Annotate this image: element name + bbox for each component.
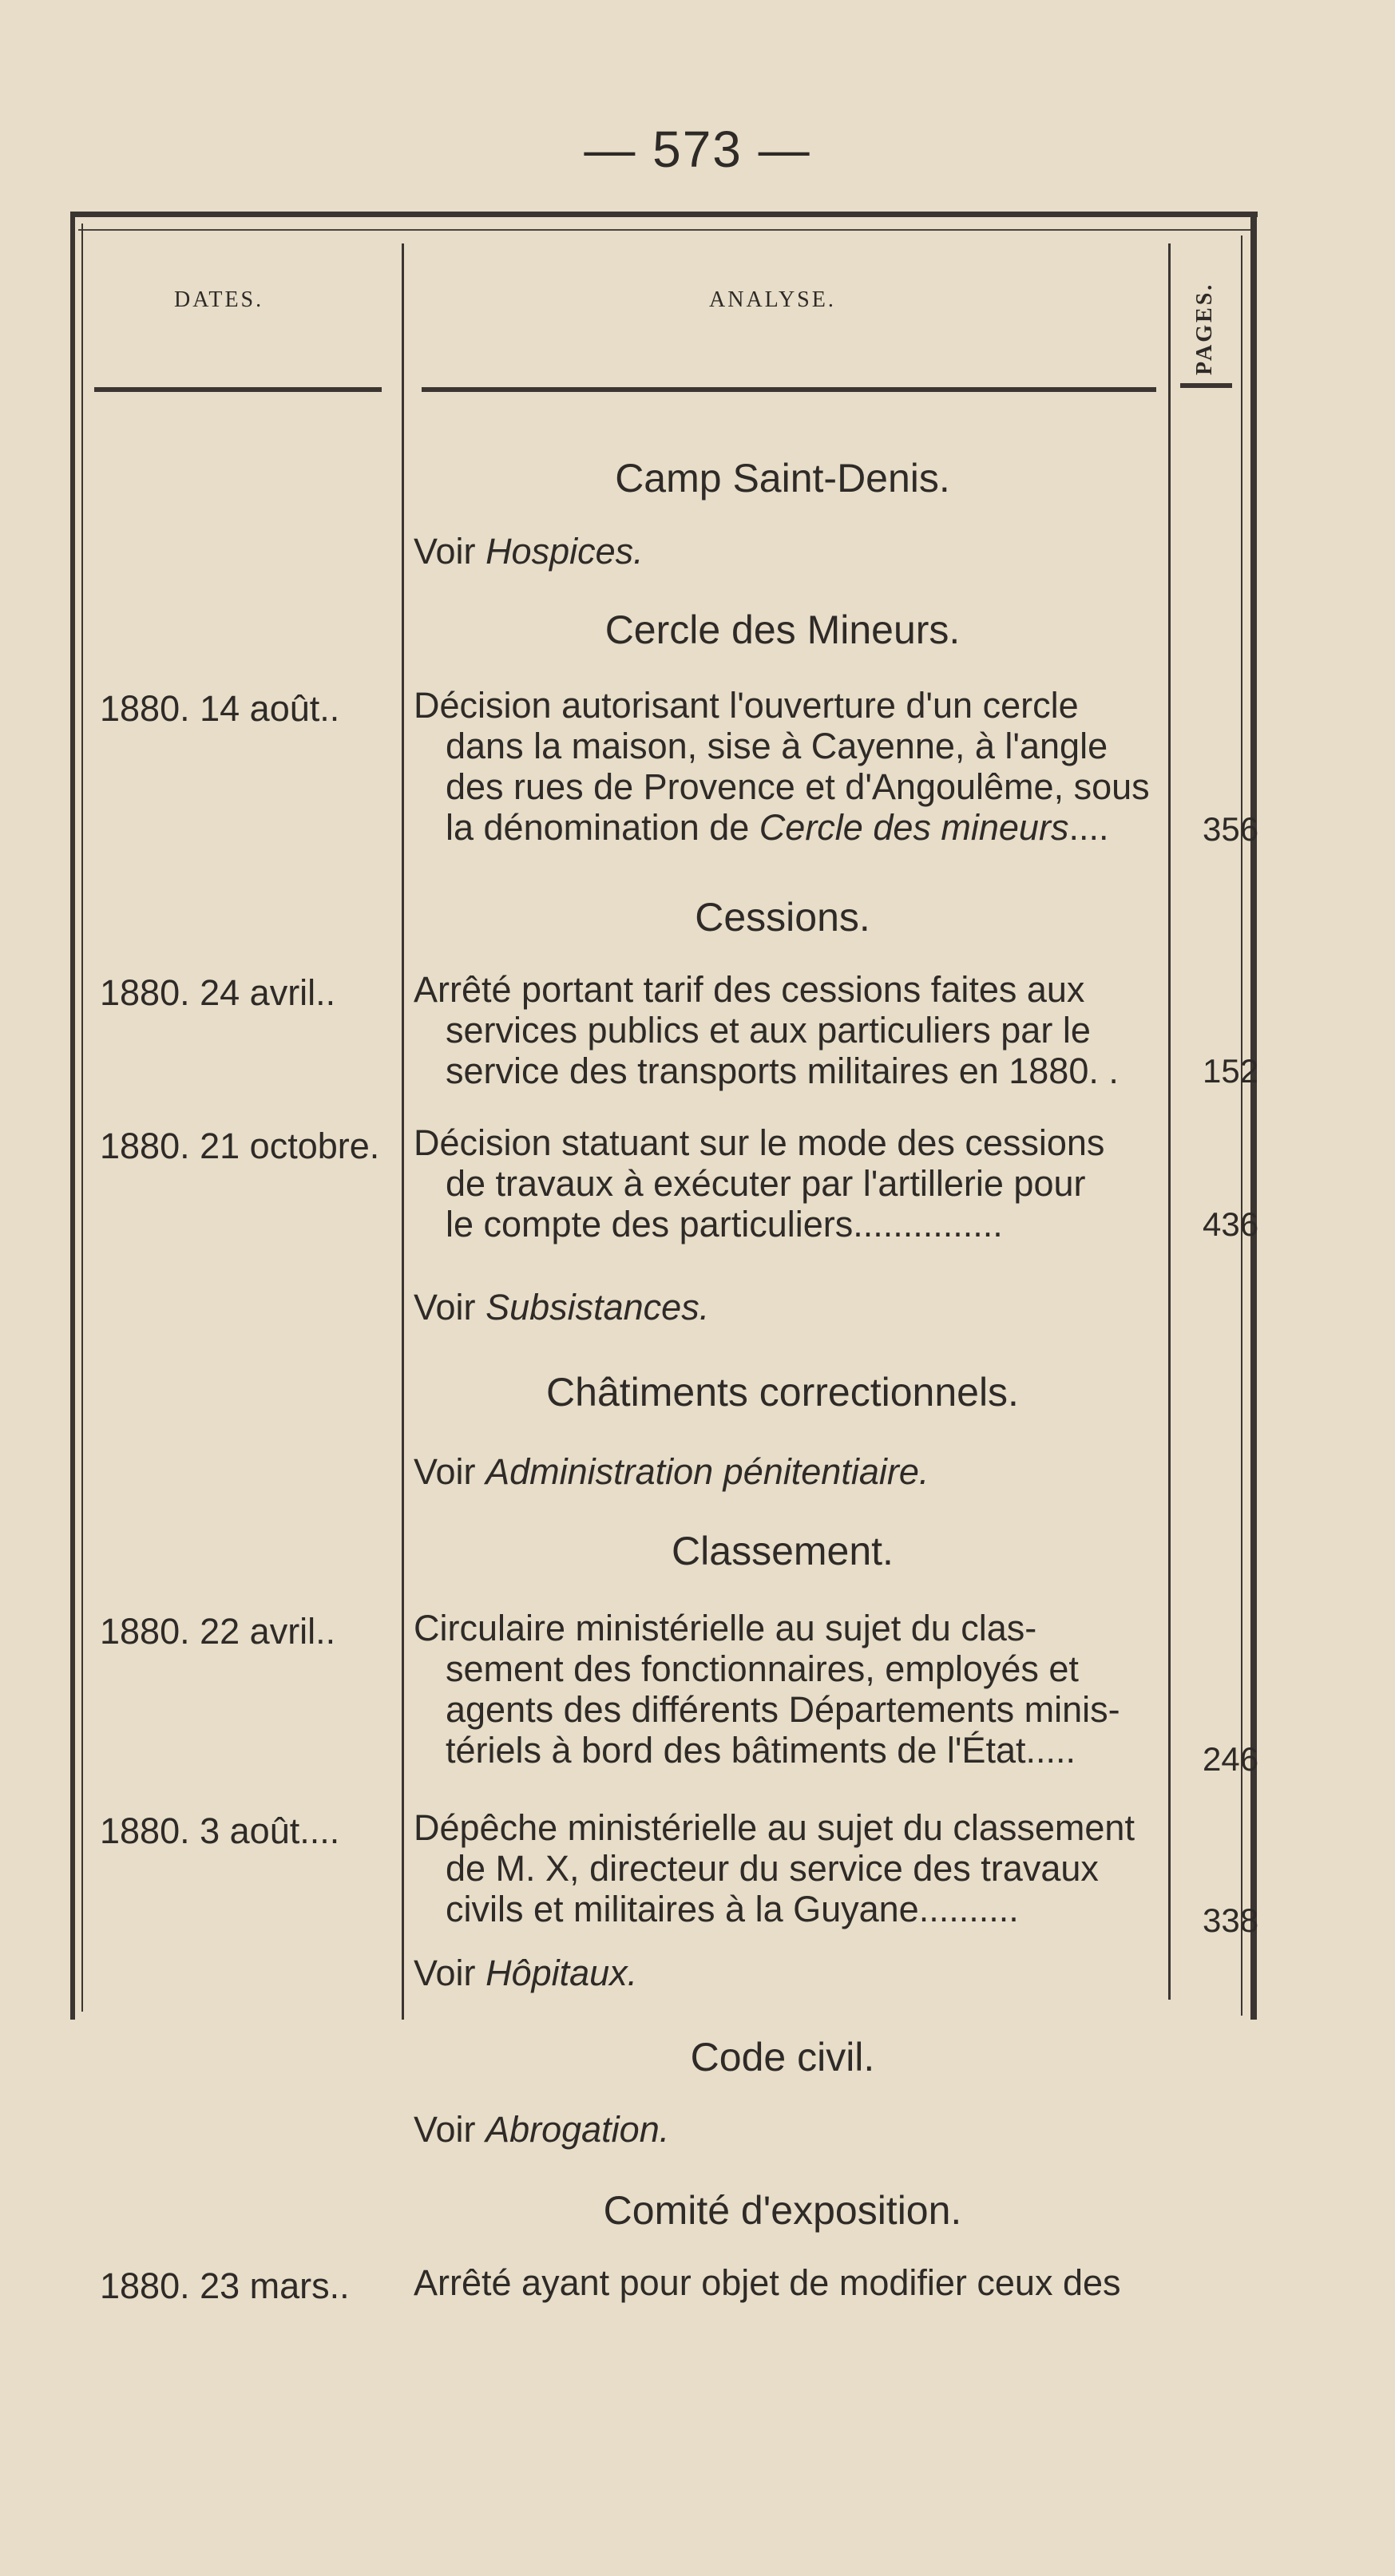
see-target: Hospices. [485,531,644,572]
section-title-comite: Comité d'exposition. [603,2188,962,2233]
entry-line: Décision statuant sur le mode des cessions [414,1122,1105,1163]
entry-page: 356 [1203,810,1259,848]
entry-line-italic: Cercle des mineurs [759,807,1069,848]
section-title-camp: Camp Saint-Denis. [615,456,950,501]
page-number: — 573 — [584,121,811,178]
see-target: Subsistances. [485,1287,710,1328]
entry-text [414,685,1172,848]
see-target: Hôpitaux. [485,1953,638,1993]
entry-line-dots: .... [1068,807,1109,848]
see-prefix: Voir [414,1287,476,1328]
entry-text [414,1122,1172,1244]
entry-page: 436 [1203,1205,1259,1243]
see-target: Abrogation. [485,2109,670,2150]
entry-line: de travaux à exécuter par l'artillerie pour [446,1163,1086,1204]
section-title-chatiments: Châtiments correctionnels. [546,1370,1019,1415]
entry-line: le compte des particuliers............... [446,1204,1003,1244]
section-title-cercle: Cercle des Mineurs. [604,607,961,652]
entry-line: Arrêté ayant pour objet de modifier ceux des [414,2262,1121,2303]
entry-text [414,2262,1172,2303]
entry-line: sement des fonctionnaires, employés et [446,1648,1079,1689]
entry-text [414,1608,1172,1771]
see-target: Administration pénitentiaire. [485,1451,929,1492]
entry-line: Décision autorisant l'ouverture d'un cercle [414,685,1079,726]
entry-page: 338 [1203,1901,1259,1939]
header-dates: DATES. [174,287,264,312]
entry-text [414,1807,1172,1929]
entry-text [414,969,1172,1091]
entry-page: 152 [1203,1052,1259,1090]
header-analyse: ANALYSE. [709,287,836,312]
entry-line: Arrêté portant tarif des cessions faites aux [414,969,1085,1010]
entry-date: 1880. 14 août.. [100,688,340,729]
entry-date: 1880. 22 avril.. [100,1611,336,1652]
see-also-classement [414,1953,637,1994]
entry-line: de M. X, directeur du service des travaux [446,1848,1099,1889]
section-title-code: Code civil. [690,2035,875,2079]
entry-line: services publics et aux particuliers par le [446,1010,1091,1051]
see-prefix: Voir [414,2109,476,2150]
see-prefix: Voir [414,1451,476,1492]
entry-page: 246 [1203,1740,1259,1778]
entry-line: dans la maison, sise à Cayenne, à l'angle [446,726,1108,766]
entry-line: agents des différents Départements minis- [446,1689,1120,1730]
entry-line: des rues de Provence et d'Angoulême, sous [446,766,1150,807]
entry-line: Dépêche ministérielle au sujet du classement [414,1807,1135,1848]
entry-date: 1880. 21 octobre. [100,1126,380,1166]
see-prefix: Voir [414,1953,476,1993]
entry-line-prefix: la dénomination de [446,807,750,848]
section-title-classement: Classement. [672,1529,894,1573]
entry-line-last [414,807,1172,848]
entry-date: 1880. 3 août.... [100,1810,340,1851]
see-also-code [414,2109,669,2151]
entry-date: 1880. 24 avril.. [100,972,336,1013]
header-pages: PAGES. [1192,282,1217,375]
entry-date: 1880. 23 mars.. [100,2265,350,2306]
entry-line: service des transports militaires en 1880. . [446,1051,1119,1091]
see-also-cessions [414,1287,709,1328]
entry-line: tériels à bord des bâtiments de l'État..... [446,1730,1076,1771]
entry-line: Circulaire ministérielle au sujet du clas- [414,1608,1037,1648]
entry-line: civils et militaires à la Guyane.......... [446,1889,1019,1929]
see-also-camp [414,531,644,572]
see-prefix: Voir [414,531,476,572]
see-also-chatiments [414,1451,929,1493]
section-title-cessions: Cessions. [695,895,870,940]
